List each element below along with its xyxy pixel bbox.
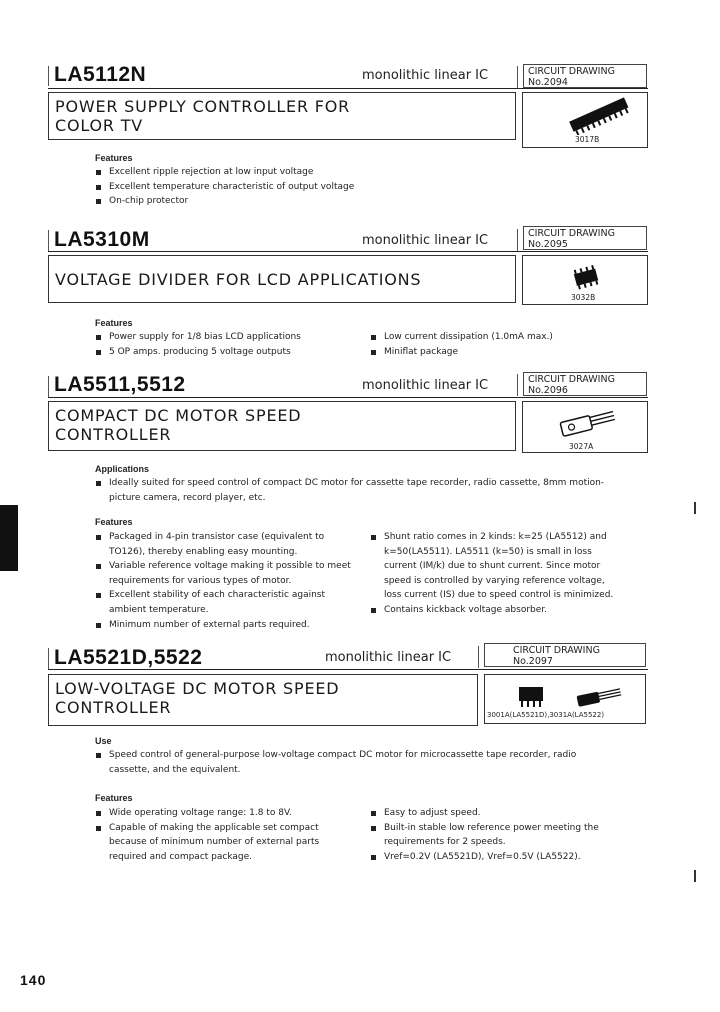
ic-type: monolithic linear IC bbox=[362, 378, 489, 393]
list-item: Packaged in 4-pin transistor case (equivalent to TO126), thereby enabling easy mounting. bbox=[95, 530, 353, 559]
left-margin-mark bbox=[48, 376, 49, 398]
list-item: Shunt ratio comes in 2 kinds: k=25 (LA5512) and k=50(LA5511). LA5511 (k=50) is small in loss current (IM/k) due to shunt current. Since motor speed is controlled by varying reference voltage, loss current (IS) due to speed control is minimized. bbox=[370, 530, 625, 603]
title-box bbox=[48, 255, 516, 303]
features-heading: Features bbox=[95, 318, 133, 328]
package-box bbox=[522, 255, 648, 305]
list-item: Capable of making the applicable set compact because of minimum number of external parts required and compact package. bbox=[95, 821, 350, 865]
part-number: LA5112N bbox=[54, 63, 147, 86]
left-margin-mark bbox=[48, 66, 49, 86]
dip-package-icon bbox=[559, 95, 639, 135]
sip-package-icon bbox=[573, 683, 629, 709]
part-number: LA5310M bbox=[54, 228, 150, 251]
circuit-drawing-label: CIRCUIT DRAWING bbox=[528, 66, 615, 77]
left-margin-mark bbox=[48, 648, 49, 670]
list-item: Minimum number of external parts required. bbox=[95, 618, 353, 633]
list-item: Low current dissipation (1.0mA max.) bbox=[370, 330, 630, 345]
circuit-drawing-box bbox=[523, 226, 647, 250]
title-line-2: CONTROLLER bbox=[55, 698, 172, 717]
edge-tick bbox=[694, 870, 696, 882]
list-item: Built-in stable low reference power meeting the requirements for 2 speeds. bbox=[370, 821, 625, 850]
circuit-drawing-box bbox=[484, 643, 646, 667]
title-line-1: VOLTAGE DIVIDER FOR LCD APPLICATIONS bbox=[55, 270, 422, 289]
list-item: Easy to adjust speed. bbox=[370, 806, 625, 821]
applications-heading: Applications bbox=[95, 464, 150, 474]
header-rule bbox=[48, 88, 648, 89]
circuit-drawing-no: No.2094 bbox=[528, 77, 568, 88]
header-rule bbox=[48, 251, 648, 252]
header-rule bbox=[48, 669, 648, 670]
features-list-left bbox=[95, 806, 350, 864]
circuit-drawing-box bbox=[523, 64, 647, 88]
circuit-drawing-label: CIRCUIT DRAWING bbox=[528, 228, 615, 239]
features-list-right bbox=[370, 806, 625, 864]
list-item: Vref=0.2V (LA5521D), Vref=0.5V (LA5522). bbox=[370, 850, 625, 865]
list-item: Excellent ripple rejection at low input voltage bbox=[95, 165, 495, 180]
list-item: Miniflat package bbox=[370, 345, 630, 360]
features-list-right bbox=[370, 530, 625, 618]
features-heading: Features bbox=[95, 153, 133, 163]
divider bbox=[517, 66, 518, 88]
title-box bbox=[48, 92, 516, 140]
list-item: On-chip protector bbox=[95, 194, 495, 209]
circuit-drawing-no: No.2096 bbox=[528, 385, 568, 396]
binding-edge-mark bbox=[0, 505, 18, 571]
list-item: 5 OP amps. producing 5 voltage outputs bbox=[95, 345, 365, 360]
circuit-drawing-box bbox=[523, 372, 647, 396]
part-number: LA5521D,5522 bbox=[54, 646, 203, 669]
header-rule bbox=[48, 397, 648, 398]
list-item: Contains kickback voltage absorber. bbox=[370, 603, 625, 618]
features-list-right bbox=[370, 330, 630, 359]
features-list-left bbox=[95, 530, 353, 632]
applications-list bbox=[95, 476, 620, 505]
package-box bbox=[522, 401, 648, 453]
section-la5112n bbox=[0, 0, 720, 215]
package-box bbox=[484, 674, 646, 724]
package-box bbox=[522, 92, 648, 148]
features-list-left bbox=[95, 330, 365, 359]
title-box bbox=[48, 401, 516, 451]
features-heading: Features bbox=[95, 793, 133, 803]
circuit-drawing-no: No.2097 bbox=[513, 656, 553, 667]
list-item: Variable reference voltage making it possible to meet requirements for various types of motor. bbox=[95, 559, 353, 588]
package-code: 3001A(LA5521D),3031A(LA5522) bbox=[487, 711, 605, 719]
title-line-1: COMPACT DC MOTOR SPEED bbox=[55, 406, 302, 425]
circuit-drawing-no: No.2095 bbox=[528, 239, 568, 250]
ic-type: monolithic linear IC bbox=[325, 650, 452, 665]
title-line-2: COLOR TV bbox=[55, 116, 144, 135]
title-line-2: CONTROLLER bbox=[55, 425, 172, 444]
dip-package-icon bbox=[513, 683, 549, 711]
part-number: LA5511,5512 bbox=[54, 373, 186, 396]
use-list bbox=[95, 748, 615, 777]
divider bbox=[517, 229, 518, 251]
edge-tick bbox=[694, 502, 696, 514]
to126-package-icon bbox=[553, 406, 623, 440]
ic-type: monolithic linear IC bbox=[362, 233, 489, 248]
title-line-1: POWER SUPPLY CONTROLLER FOR bbox=[55, 97, 351, 116]
features-heading: Features bbox=[95, 517, 133, 527]
package-code: 3027A bbox=[569, 442, 594, 451]
divider bbox=[517, 374, 518, 396]
package-code: 3032B bbox=[571, 293, 596, 302]
title-box bbox=[48, 674, 478, 726]
left-margin-mark bbox=[48, 230, 49, 252]
title-line-1: LOW-VOLTAGE DC MOTOR SPEED bbox=[55, 679, 340, 698]
list-item: Speed control of general-purpose low-voltage compact DC motor for microcassette tape recorder, radio cassette, and the equivalent. bbox=[95, 748, 615, 777]
circuit-drawing-label: CIRCUIT DRAWING bbox=[528, 374, 615, 385]
list-item: Excellent stability of each characteristic against ambient temperature. bbox=[95, 588, 353, 617]
circuit-drawing-label: CIRCUIT DRAWING bbox=[513, 645, 600, 656]
package-code: 3017B bbox=[575, 135, 600, 144]
ic-type: monolithic linear IC bbox=[362, 68, 489, 83]
list-item: Ideally suited for speed control of compact DC motor for cassette tape recorder, radio cassette, 8mm motion-picture camera, record player, etc. bbox=[95, 476, 620, 505]
list-item: Excellent temperature characteristic of output voltage bbox=[95, 180, 495, 195]
list-item: Power supply for 1/8 bias LCD applications bbox=[95, 330, 365, 345]
use-heading: Use bbox=[95, 736, 112, 746]
divider bbox=[478, 646, 479, 668]
features-list bbox=[95, 165, 495, 209]
miniflat-package-icon bbox=[567, 262, 607, 292]
list-item: Wide operating voltage range: 1.8 to 8V. bbox=[95, 806, 350, 821]
page-number: 140 bbox=[20, 972, 47, 988]
